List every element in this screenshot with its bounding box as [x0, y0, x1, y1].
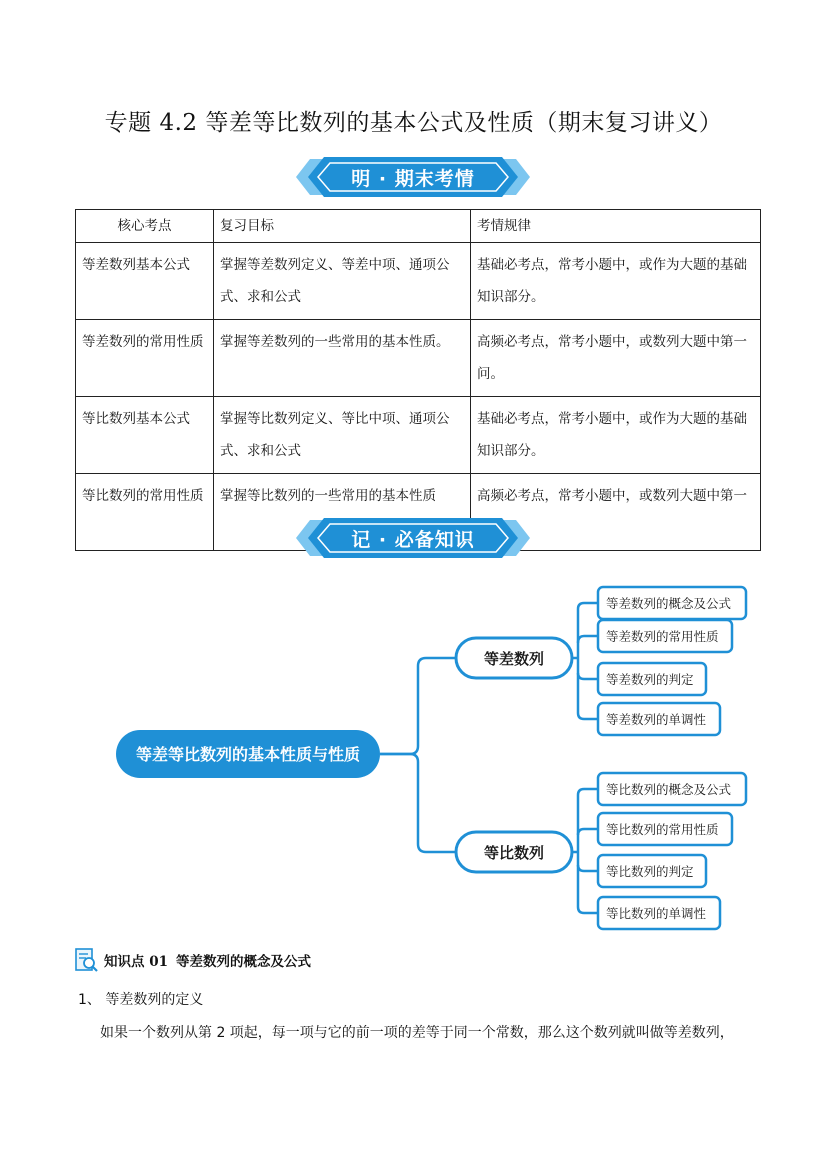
- page-title: 专题 4.2 等差等比数列的基本公式及性质（期末复习讲义）: [104, 110, 723, 136]
- mindmap-leaf-label: 等比数列的常用性质: [606, 822, 719, 837]
- table-header-row: [76, 210, 761, 243]
- table-cell: 掌握等差数列定义、等差中项、通项公式、求和公式: [214, 243, 471, 320]
- exam-overview-table: [75, 209, 761, 551]
- mindmap-branch-label: 等比数列: [483, 844, 545, 862]
- table-row: [76, 397, 761, 474]
- mind-map: [0, 560, 827, 940]
- table-cell: 高频必考点，常考小题中，或数列大题中第一: [471, 474, 761, 551]
- knowledge-point-number: 知识点 01: [104, 954, 168, 970]
- table-cell: 等比数列的常用性质: [76, 474, 214, 551]
- table-cell: 等差数列基本公式: [76, 243, 214, 320]
- mindmap-leaf-label: 等比数列的单调性: [606, 906, 707, 921]
- banner-label: 明 · 期末考情: [351, 168, 475, 190]
- mindmap-connector: [572, 603, 584, 719]
- table-cell: 基础必考点，常考小题中，或作为大题的基础知识部分。: [471, 243, 761, 320]
- section-banner-key-knowledge: [296, 516, 530, 560]
- table-row: [76, 320, 761, 397]
- mindmap-connector: [578, 789, 598, 913]
- mindmap-connector: [578, 603, 598, 719]
- banner-label: 记 · 必备知识: [351, 529, 475, 551]
- section-heading: 1、 等差数列的定义: [78, 992, 204, 1008]
- table-header-cell: 复习目标: [214, 210, 471, 243]
- mindmap-leaf-label: 等比数列的判定: [606, 864, 694, 879]
- table-header-cell: 核心考点: [76, 210, 214, 243]
- mindmap-leaf-label: 等差数列的概念及公式: [606, 596, 732, 611]
- mindmap-leaf-label: 等比数列的概念及公式: [606, 782, 732, 797]
- table-cell: 基础必考点，常考小题中，或作为大题的基础知识部分。: [471, 397, 761, 474]
- table-cell: 等差数列的常用性质: [76, 320, 214, 397]
- mindmap-root-label: 等差等比数列的基本性质与性质: [135, 745, 361, 764]
- mindmap-connector: [380, 658, 456, 754]
- mindmap-connector: [572, 789, 584, 913]
- knowledge-point-heading: [74, 946, 311, 974]
- knowledge-point-title: 等差数列的概念及公式: [176, 954, 311, 970]
- table-header-cell: 考情规律: [471, 210, 761, 243]
- mindmap-connector: [380, 754, 456, 852]
- mindmap-leaf-label: 等差数列的单调性: [606, 712, 707, 727]
- mindmap-leaf-label: 等差数列的常用性质: [606, 629, 719, 644]
- table-cell: 高频必考点，常考小题中，或数列大题中第一问。: [471, 320, 761, 397]
- mindmap-branch-label: 等差数列: [483, 650, 545, 668]
- table-row: [76, 243, 761, 320]
- document-search-icon: [74, 947, 100, 973]
- section-banner-exam-trends: [296, 155, 530, 199]
- body-paragraph: 如果一个数列从第 2 项起，每一项与它的前一项的差等于同一个常数，那么这个数列就叫做等差数列，: [100, 1025, 734, 1041]
- table-cell: 等比数列基本公式: [76, 397, 214, 474]
- table-cell: 掌握等差数列的一些常用的基本性质。: [214, 320, 471, 397]
- table-cell: 掌握等比数列定义、等比中项、通项公式、求和公式: [214, 397, 471, 474]
- mindmap-leaf-label: 等差数列的判定: [606, 672, 694, 687]
- table-cell: 掌握等比数列的一些常用的基本性质: [214, 474, 471, 551]
